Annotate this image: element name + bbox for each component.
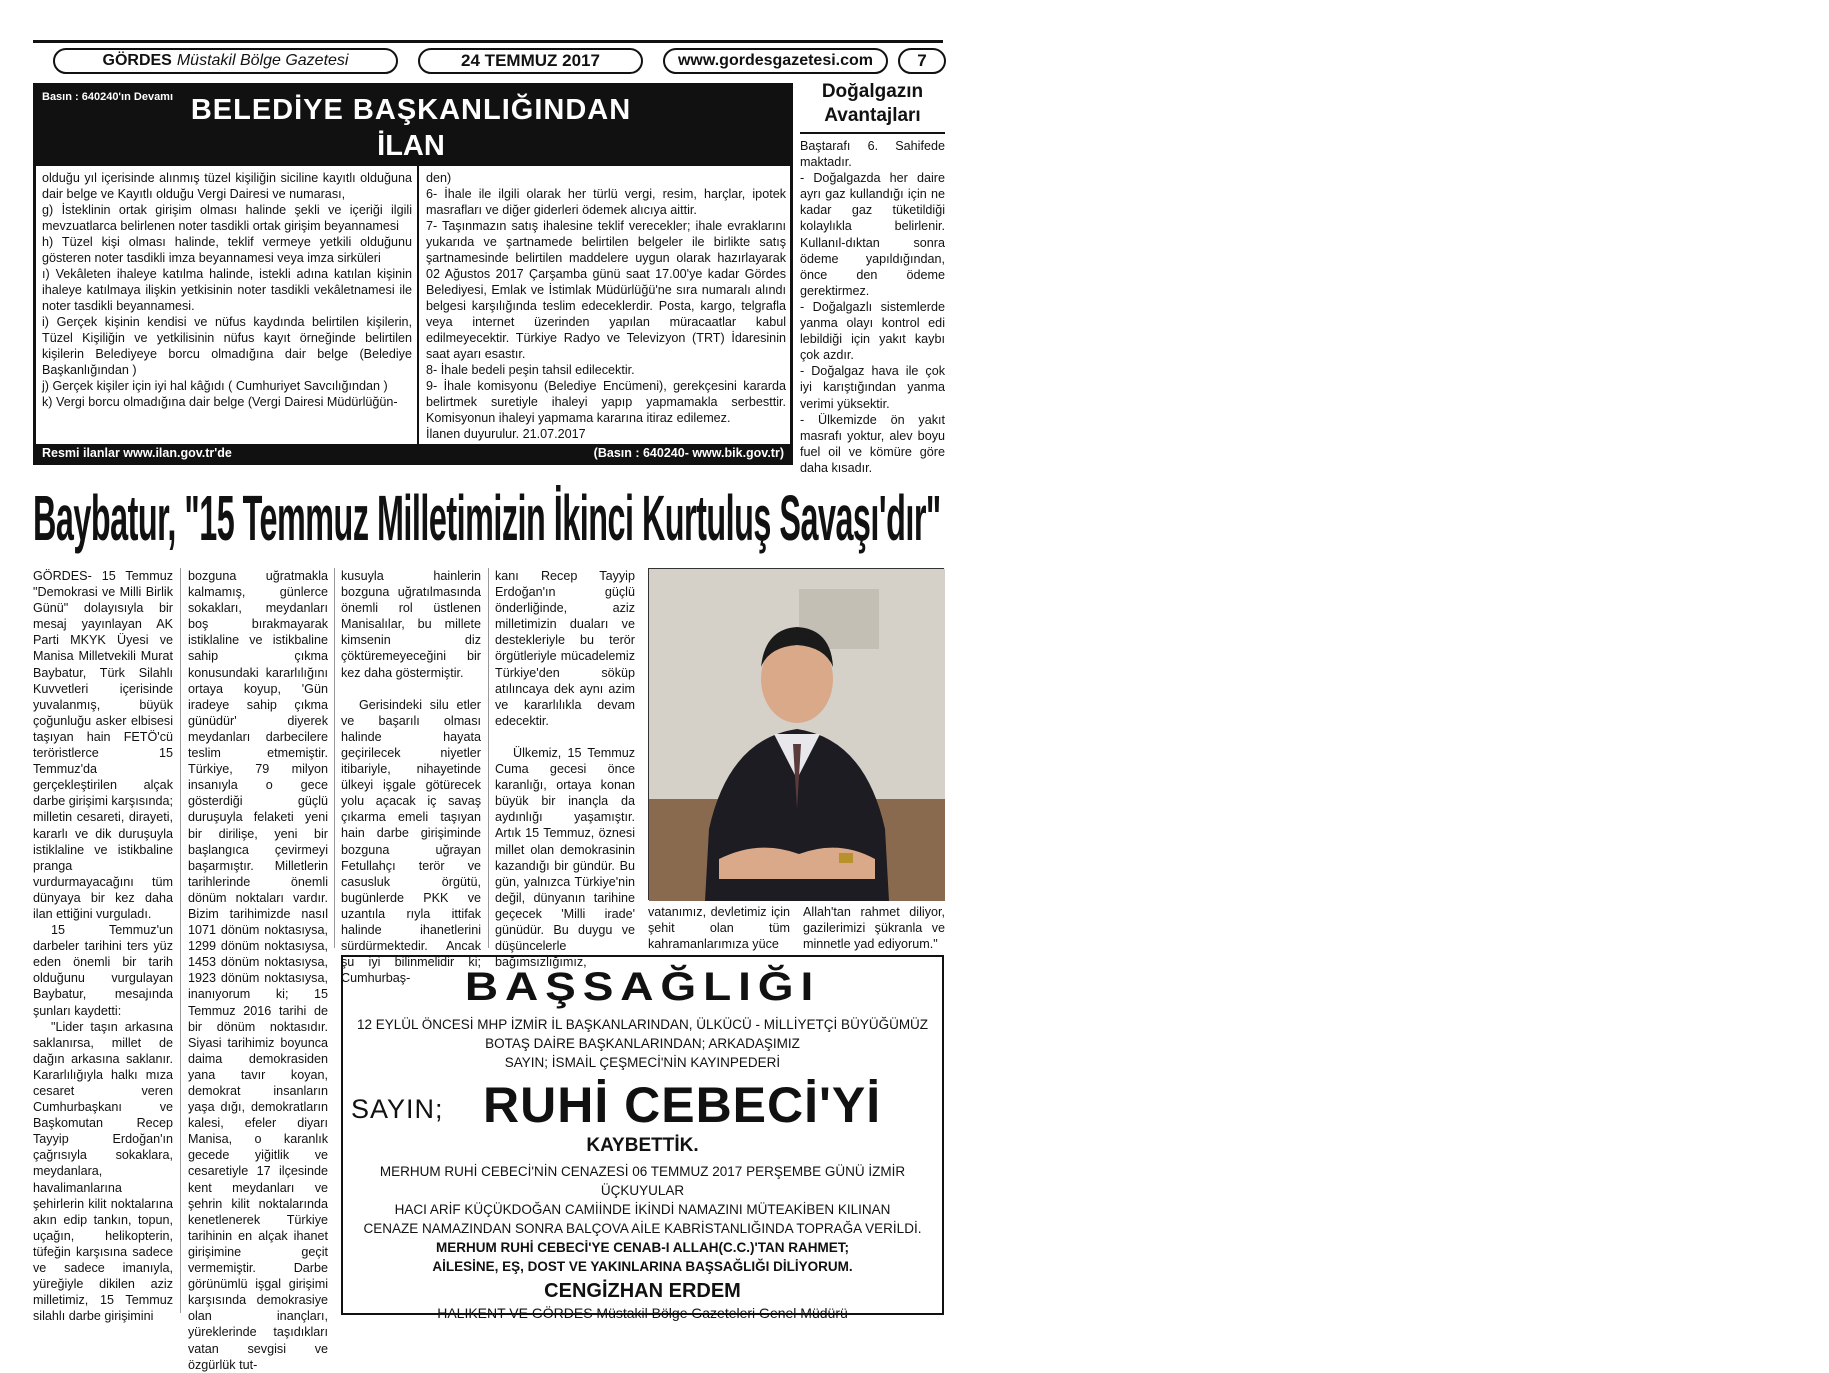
- signature-name: CENGİZHAN ERDEM: [544, 1280, 741, 1302]
- honorific: SAYIN;: [351, 1094, 444, 1124]
- issue-date: 24 TEMMUZ 2017: [418, 48, 643, 74]
- official-ads-link[interactable]: Resmi ilanlar www.ilan.gov.tr'de: [42, 446, 232, 460]
- paragraph: Gerisindeki silu etler ve başarılı olması halinde hayata geçirilecek niyetler itibariyle, nihayetinde ülkeyi işgale götürecek yolu açacak iç savaş çıkarma emeli taşıyan hain darbe girişiminde bozguna uğrayan Fetullahçı terör ve casusluk örgütü, bugünlerde PKK ve uzantıla rıyla ittifak halinde ihanetlerini sürdürmektedir. Ancak şu iyi bilinmelidir ki; Cumhurbaş-: [341, 697, 481, 986]
- article-column-4: [495, 568, 635, 970]
- announcement-left-column: [42, 170, 412, 410]
- article-column-5: [648, 904, 790, 952]
- paragraph: GÖRDES- 15 Temmuz "Demokrasi ve Milli Birlik Günü" dolayısıyla bir mesaj yayınlayan AK Parti MKYK Üyesi ve Manisa Milletvekili Murat Baybatur, Türk Silahlı Kuvvetleri içerisinde yuvalanmış, büyük çoğunluğu asker elbisesi taşıyan hain FETÖ'cü teröristlerce 15 Temmuz'da gerçekleştirilen alçak darbe girişimi karşısında; milletin cesareti, dirayeti, kararlı ve dik duruşuyla istiklaline ve istikbaline pranga vurdurmayacağını tüm dünyaya bir kez daha ilan ettiğini vurguladı.: [33, 569, 173, 921]
- paragraph: i) Gerçek kişinin kendisi ve nüfus kaydında belirtilen kişilerin, Tüzel Kişiliğin ve yetkilisinin nüfus kayıt örneğinde belirtilen kişilerin Belediyeye borcu olmadığına dair belge (Belediye Başkanlığından ): [42, 315, 412, 377]
- column-divider: [180, 568, 181, 1313]
- condolence-line: MERHUM RUHİ CEBECİ'YE CENAB-I ALLAH(C.C.)'TAN RAHMET;: [436, 1240, 849, 1255]
- condolence-ad: [341, 955, 944, 1321]
- article-column-6: [803, 904, 945, 952]
- newspaper-name-bold: GÖRDES: [102, 52, 172, 69]
- paragraph: İlanen duyurulur. 21.07.2017: [426, 427, 586, 441]
- paragraph: - Doğalgaz hava ile çok iyi karıştığından yanma verimi yüksektir.: [800, 364, 945, 411]
- paragraph: j) Gerçek kişiler için iyi hal kâğıdı ( Cumhuriyet Savcılığından ): [42, 379, 388, 393]
- column-divider: [334, 568, 335, 948]
- paragraph: den): [426, 171, 452, 185]
- politician-photo: [648, 568, 944, 900]
- paragraph: 15 Temmuz'un darbeler tarihini ters yüz eden önemli bir tarih olduğunu vurgulayan Baybatur, mesajında şunları kaydetti:: [33, 923, 173, 1018]
- paragraph: - Doğalgazda her daire ayrı gaz kullandığı için ne kadar gaz tüketildiği kolaylıkla belirlenir. Kullanıl-dıktan sonra ödeme yapıldığından, önce den ödeme gerektirmez.: [800, 171, 945, 298]
- paragraph: Baştarafı 6. Sahifede maktadır.: [800, 139, 945, 170]
- portrait-illustration: [649, 569, 945, 901]
- announcement-footer: [36, 444, 790, 462]
- column-divider: [488, 568, 489, 948]
- paragraph: Ülkemiz, 15 Temmuz Cuma gecesi önce karanlığı, ortaya konan büyük bir inançla da aydınlığı yaşamıştır. Artık 15 Temmuz, öznesi millet olan demokrasinin kazandığı bir gündür. Bu gün, yalnızca Türkiye'nin değil, dünyanın tarihine geçecek 'Milli irade' günüdür. Bu duygu ve düşüncelerle bağımsızlığımız,: [495, 745, 635, 970]
- newspaper-name: [53, 48, 398, 74]
- paragraph: ı) Vekâleten ihaleye katılma halinde, istekli adına katılan kişinin ihaleye katılmaya ilişkin yetkisinin noter tasdikli vekâletnamesi ile noter tasdikli beyannamesi.: [42, 267, 412, 313]
- announcement-header: [36, 86, 790, 166]
- newspaper-name-rest: Müstakil Bölge Gazetesi: [176, 52, 349, 69]
- natural-gas-sidebar: [800, 80, 945, 476]
- condolence-line: AİLESİNE, EŞ, DOST VE YAKINLARINA BAŞSAĞLIĞI DİLİYORUM.: [432, 1259, 853, 1274]
- paragraph: g) İsteklinin ortak girişim olması halinde şekli ve içeriği ilgili mevzuatlarca belirlenen noter tasdikli ortak girişim beyannamesi: [42, 203, 412, 233]
- condolence-line: BOTAŞ DAİRE BAŞKANLARINDAN; ARKADAŞIMIZ: [485, 1036, 800, 1051]
- paragraph: olduğu yıl içerisinde alınmış tüzel kişiliğin siciline kayıtlı olduğuna dair belge ve Kayıtlı olduğu Vergi Dairesi ve numarası,: [42, 171, 412, 201]
- deceased-name-row: [343, 1076, 942, 1134]
- paragraph: k) Vergi borcu olmadığına dair belge (Vergi Dairesi Müdürlüğün-: [42, 395, 398, 409]
- paragraph: - Ülkemizde ön yakıt masrafı yoktur, alev boyu fuel oil ve kömüre göre daha kısadır.: [800, 412, 945, 475]
- press-note: Basın : 640240'ın Devamı: [42, 91, 174, 103]
- article-headline: [33, 482, 943, 554]
- municipality-announcement: [33, 83, 793, 465]
- page-header: [33, 40, 943, 74]
- paragraph: "Lider taşın arkasına saklanırsa, millet de dağın arkasına saklanır. Kararlılığıyla halkı mıza cesaret veren Cumhurbaşkanı ve Başkomutan Recep Tayyip Erdoğan'ın çağrısıyla sokaklara, meydanlara, havalimanlarına şehirlerin kilit noktalarına akın edip tankın, topun, uçağın, helikopterin, tüfeğin karşısına sadece ve sadece imanıyla, yüreğiyle dikilen aziz milletimiz, 15 Temmuz silahlı darbe girişimini: [33, 1019, 173, 1324]
- press-reference: (Basın : 640240- www.bik.gov.tr): [593, 446, 784, 460]
- paragraph: - Doğalgazlı sistemlerde yanma olayı kontrol edi lebildiği için yakıt kaybı çok azdır.: [800, 299, 945, 363]
- website-link[interactable]: www.gordesgazetesi.com: [663, 48, 888, 74]
- condolence-line: SAYIN; İSMAİL ÇEŞMECİ'NİN KAYINPEDERİ: [504, 1055, 781, 1070]
- announcement-subtitle: İLAN: [377, 130, 445, 162]
- paragraph: Allah'tan rahmet diliyor, gazilerimizi şükranla ve minnetle yad ediyorum.": [803, 905, 945, 952]
- paragraph: h) Tüzel kişi olması halinde, teklif vermeye yetkili olduğunu gösteren noter tasdikli imza beyannamesi veya imza sirküleri: [42, 235, 412, 265]
- condolence-line: CENAZE NAMAZINDAN SONRA BALÇOVA AİLE KABRİSTANLIĞINDA TOPRAĞA VERİLDİ.: [363, 1221, 922, 1236]
- paragraph: vatanımız, devletimiz için şehit olan tüm kahramanlarımıza yüce: [648, 905, 790, 952]
- divider: [800, 132, 945, 134]
- article-column-1: [33, 568, 173, 1324]
- paragraph: bozguna uğratmakla kalmamış, günlerce sokakları, meydanları boş bırakmayarak istiklaline ve istikbaline sahip çıkma konusundaki kararlılığını ortaya koyup, 'Gün iradeye sahip çıkma günüdür' diyerek meydanları darbecilere teslim etmemiştir. Türkiye, 79 milyon insanıyla o gece gösterdiği güçlü duruşuyla felaketi yeni bir dirilişe, yeni bir başlangıca çevirmeyi başarmıştır. Milletlerin tarihlerinde önemli dönüm noktaları vardır. Bizim tarihimizde nasıl 1071 dönüm noktasıysa, 1299 dönüm noktasıysa, 1453 dönüm noktasıysa, 1923 dönüm noktasıysa, inanıyorum ki; 15 Temmuz 2016 tarihi de bir dönüm noktasıdır. Siyasi tarihimiz boyunca daima demokrasiden yana tavır koyan, demokrat insanların yaşa dığı, demokratların kalesi, efeler diyarı Manisa, o karanlık gecede yiğitlik ve cesaretiyle 17 ilçesinde kent meydanları ve şehrin kilit noktalarında kenetlenerek Türkiye tarihinin en alçak ihanet girişimine geçit vermemiştir. Darbe görünümlü işgal girişimi karşısında demokrasiye olan inançları, yüreklerinde taşıdıkları vatan sevgisi ve özgürlük tut-: [188, 569, 328, 1372]
- page-number: 7: [898, 48, 946, 74]
- paragraph: 6- İhale ile ilgili olarak her türlü vergi, resim, harçlar, ipotek masrafları ve diğer giderleri ödemek alıcıya aittir.: [426, 187, 786, 217]
- sidebar-title: Doğalgazın: [821, 81, 924, 102]
- sidebar-body: [800, 138, 945, 476]
- paragraph: kanı Recep Tayyip Erdoğan'ın güçlü önderliğinde, aziz milletimizin duaları ve destekleriyle bu terör örgütleriyle mücadelemiz Türkiye'den söküp atılıncaya dek aynı azim ve kararlılıkla devam edecektir.: [495, 569, 635, 728]
- condolence-line: MERHUM RUHİ CEBECİ'NİN CENAZESİ 06 TEMMUZ 2017 PERŞEMBE GÜNÜ İZMİR ÜÇKUYULAR: [379, 1164, 906, 1198]
- condolence-title: BAŞSAĞLIĞI: [464, 965, 821, 1009]
- deceased-name: RUHİ CEBECİ'Yİ: [483, 1077, 882, 1133]
- condolence-line: HACI ARİF KÜÇÜKDOĞAN CAMİİNDE İKİNDİ NAMAZINI MÜTEAKİBEN KILINAN: [394, 1202, 891, 1217]
- condolence-line: 12 EYLÜL ÖNCESİ MHP İZMİR İL BAŞKANLARINDAN, ÜLKÜCÜ - MİLLİYETÇİ BÜYÜĞÜMÜZ: [356, 1017, 929, 1032]
- paragraph: 7- Taşınmazın satış ihalesine teklif verecekler; ihale evraklarını yukarıda ve şartnamede belirtilen belgeler ile birlikte satış şartnamesinde belirtilen maddelere uygun olarak hazırlayarak 02 Ağustos 2017 Çarşamba günü saat 17.00'ye kadar Gördes Belediyesi, Emlak ve İstimlak Müdürlüğü'ne sıra numaralı alındı belgesi karşılığında teslim edeceklerdir. Posta, kargo, telgrafla veya internet üzerinden yapılan müracaatlar kabul edilmeyecektir. Türkiye Radyo ve Televizyon (TRT) İdaresinin saat ayarı esastır.: [426, 219, 786, 361]
- column-divider: [417, 166, 419, 462]
- sidebar-title-line2: Avantajları: [824, 105, 921, 126]
- announcement-title: BELEDİYE BAŞKANLIĞINDAN: [190, 94, 632, 126]
- signature-title: HALIKENT VE GÖRDES Müstakil Bölge Gazeteleri Genel Müdürü: [437, 1305, 848, 1321]
- paragraph: 8- İhale bedeli peşin tahsil edilecektir.: [426, 363, 635, 377]
- announcement-right-column: [426, 170, 786, 442]
- paragraph: 9- İhale komisyonu (Belediye Encümeni), gerekçesini kararda belirtmek suretiyle ihaleyi yapıp yapmamakla serbesttir. Komisyonun ihaleyi yapmama kararına itiraz edilemez.: [426, 379, 786, 425]
- condolence-loss: KAYBETTİK.: [586, 1135, 699, 1156]
- article-column-3: [341, 568, 481, 986]
- headline-text: Baybatur, "15 Temmuz Milletimizin İkinci Kurtuluş Savaşı'dır": [33, 482, 941, 554]
- paragraph: kusuyla hainlerin bozguna uğratılmasında önemli rol üstlenen Manisalılar, bu millete kimsenin diz çöktüremeyeceğini bir kez daha göstermiştir.: [341, 569, 481, 680]
